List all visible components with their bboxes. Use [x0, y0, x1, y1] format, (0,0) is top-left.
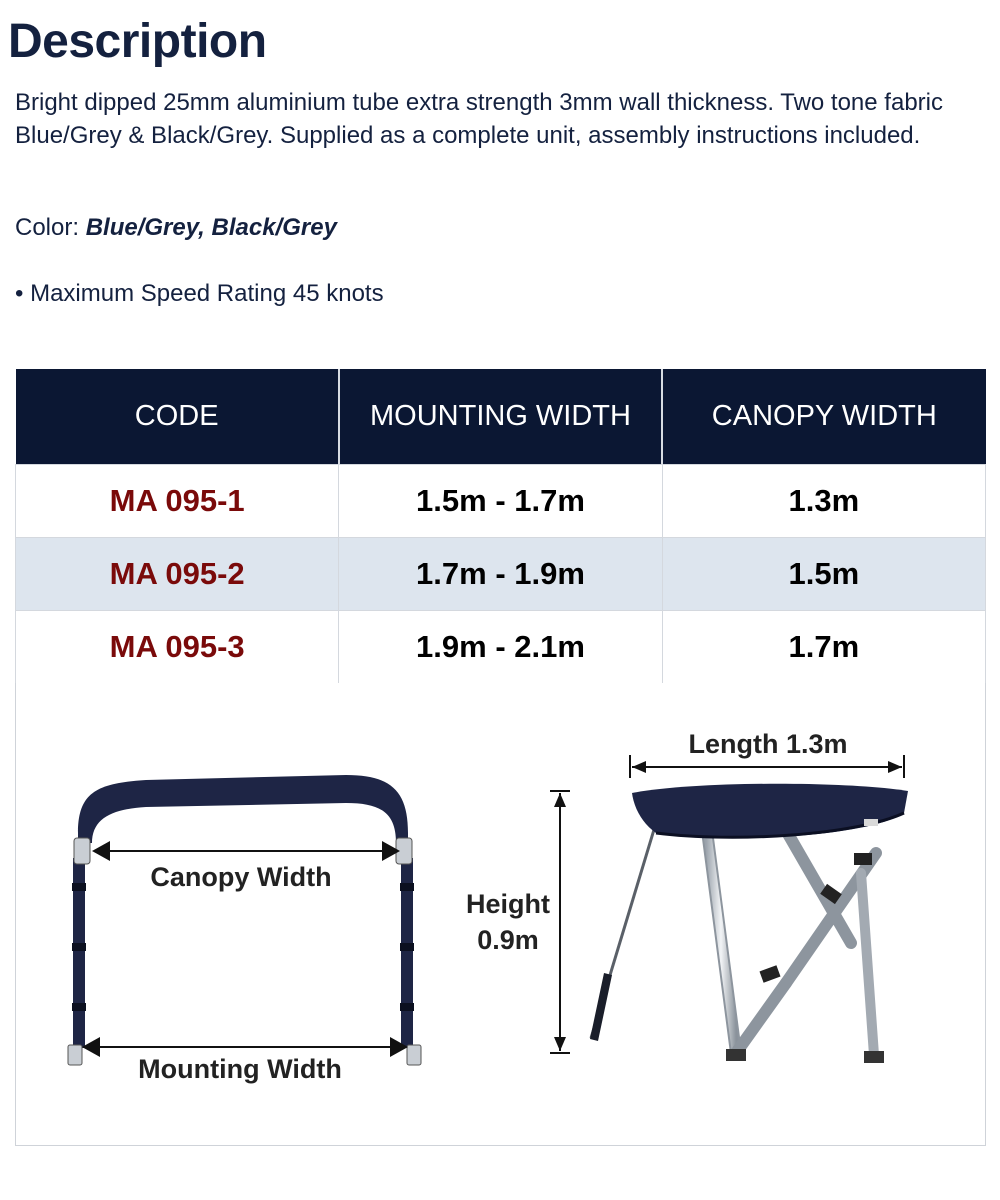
- table-row: [16, 464, 986, 537]
- table-header-row: [16, 369, 986, 464]
- table-row: [16, 610, 986, 683]
- product-description: Bright dipped 25mm aluminium tube extra strength 3mm wall thickness. Two tone fabric Blue/Grey & Black/Grey. Supplied as a complete unit, assembly instructions included.: [15, 89, 943, 149]
- cell-canopy-width: 1.5m: [662, 537, 985, 610]
- table-row: [16, 537, 986, 610]
- page-title: Description: [8, 15, 267, 68]
- cell-code: MA 095-3: [16, 610, 339, 683]
- height-value: 0.9m: [477, 925, 539, 955]
- feature-item: • Maximum Speed Rating 45 knots: [15, 280, 384, 307]
- dimension-diagram: [15, 683, 986, 1146]
- cell-code: MA 095-1: [16, 464, 339, 537]
- side-view-illustration: [550, 755, 908, 1063]
- header-code: CODE: [16, 369, 339, 464]
- color-label: Color:: [15, 214, 86, 241]
- header-canopy-width: CANOPY WIDTH: [662, 369, 985, 464]
- front-view-illustration: [68, 775, 421, 1065]
- size-table: [15, 369, 986, 684]
- header-mounting-width: MOUNTING WIDTH: [339, 369, 662, 464]
- length-label: Length 1.3m: [688, 729, 848, 759]
- cell-code: MA 095-2: [16, 537, 339, 610]
- canopy-width-label: Canopy Width: [150, 862, 332, 892]
- cell-mounting-width: 1.7m - 1.9m: [339, 537, 662, 610]
- cell-canopy-width: 1.7m: [662, 610, 985, 683]
- mounting-width-label: Mounting Width: [138, 1054, 342, 1084]
- cell-canopy-width: 1.3m: [662, 464, 985, 537]
- height-label: Height: [466, 889, 550, 919]
- cell-mounting-width: 1.5m - 1.7m: [339, 464, 662, 537]
- color-info: [15, 214, 337, 242]
- cell-mounting-width: 1.9m - 2.1m: [339, 610, 662, 683]
- color-value: Blue/Grey, Black/Grey: [85, 214, 337, 241]
